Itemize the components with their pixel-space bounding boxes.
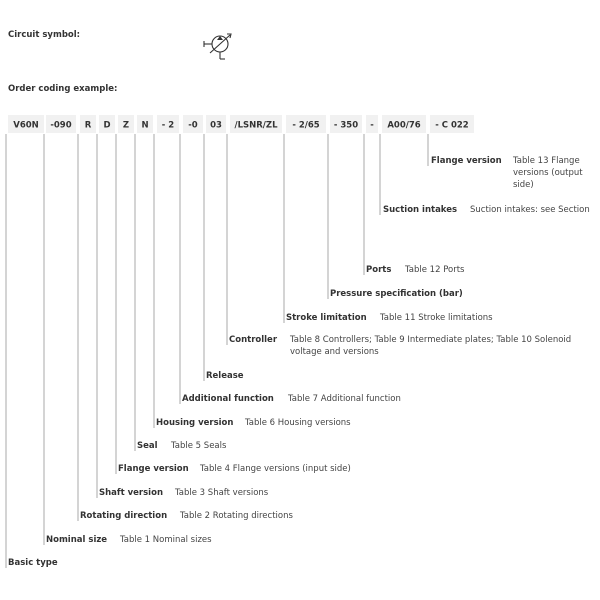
label-description: versions (output — [513, 168, 583, 178]
code-segment — [137, 115, 153, 133]
label-name: Ports — [366, 265, 392, 275]
label-name: Stroke limitation — [286, 313, 367, 323]
code-segment — [330, 115, 362, 133]
code-segment — [118, 115, 134, 133]
code-segment — [99, 115, 115, 133]
code-segment-text: -090 — [50, 120, 72, 131]
code-segment — [46, 115, 76, 133]
label-name: Shaft version — [99, 488, 163, 498]
code-segment-text: 03 — [210, 120, 222, 131]
label-description: Table 2 Rotating directions — [180, 511, 293, 521]
code-label — [428, 134, 583, 190]
code-segment — [206, 115, 226, 133]
code-segment-text: D — [103, 120, 111, 131]
order-coding-heading: Order coding example: — [8, 84, 118, 94]
label-description: Table 3 Shaft versions — [175, 488, 269, 498]
code-segment — [382, 115, 426, 133]
code-segment — [80, 115, 96, 133]
code-segment — [157, 115, 179, 133]
label-name: Controller — [229, 335, 278, 345]
label-name: Nominal size — [46, 535, 108, 545]
code-label — [78, 134, 293, 521]
code-segment — [366, 115, 378, 133]
label-description: Table 12 Ports — [405, 265, 465, 275]
code-segment-text: Z — [122, 120, 130, 131]
label-description: Table 4 Flange versions (input side) — [200, 464, 351, 474]
label-description: Table 13 Flange — [513, 156, 580, 166]
code-segment-text: N — [141, 120, 149, 131]
label-name: Additional function — [182, 394, 274, 404]
label-description: Table 8 Controllers; Table 9 Intermediate plates; Table 10 Solenoid — [290, 335, 572, 345]
code-segment-text: V60N — [13, 120, 39, 131]
label-name: Flange version — [431, 156, 502, 166]
label-name: Suction intakes — [383, 205, 458, 215]
label-description: Suction intakes: see Section — [470, 205, 590, 215]
code-segment-text: - 2/65 — [292, 120, 320, 131]
code-segment-text: R — [84, 120, 92, 131]
label-name: Seal — [137, 441, 158, 451]
code-segment-text: - — [370, 120, 374, 131]
label-description: Table 6 Housing versions — [245, 418, 351, 428]
code-segment-text: - 350 — [333, 120, 359, 131]
code-label — [44, 134, 212, 545]
label-description: Table 7 Additional function — [288, 394, 401, 404]
label-name: Housing version — [156, 418, 234, 428]
label-description: Table 1 Nominal sizes — [120, 535, 212, 545]
label-name: Pressure specification (bar) — [330, 289, 463, 299]
code-segment — [286, 115, 326, 133]
code-label — [154, 134, 351, 428]
code-segment — [183, 115, 203, 133]
circuit-symbol-heading: Circuit symbol: — [8, 30, 81, 40]
code-segment-text: /LSNR/ZL — [234, 120, 278, 131]
label-name: Basic type — [8, 558, 58, 568]
code-segment-text: -0 — [188, 120, 198, 131]
code-segment — [230, 115, 282, 133]
label-description: side) — [513, 180, 534, 190]
label-description: voltage and versions — [290, 347, 379, 357]
code-segment — [8, 115, 44, 133]
code-label — [6, 134, 58, 568]
label-name: Rotating direction — [80, 511, 168, 521]
code-segment-text: - C 022 — [435, 120, 469, 131]
label-description: Table 5 Seals — [171, 441, 227, 451]
code-segment-text: - 2 — [161, 120, 175, 131]
label-name: Release — [206, 371, 244, 381]
label-description: Table 11 Stroke limitations — [380, 313, 493, 323]
label-name: Flange version — [118, 464, 189, 474]
code-segment-text: A00/76 — [387, 120, 421, 131]
code-segment — [430, 115, 474, 133]
